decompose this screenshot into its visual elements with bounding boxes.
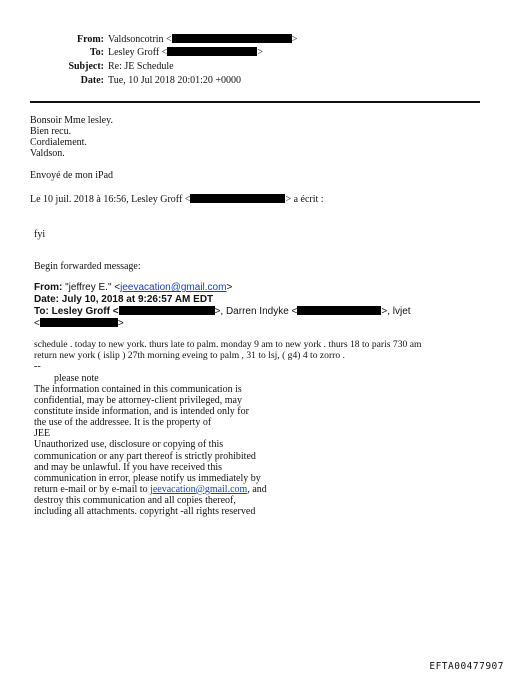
disclaimer-line: JEE [34,428,51,440]
header-to-label: To: [89,47,104,58]
fwd-to-label: To: [34,306,49,317]
reply-line: Cordialement. [30,137,87,149]
reply-line: Bonsoir Mme lesley. [30,115,113,126]
header-subject-label: Subject: [68,61,104,72]
header-date-label: Date: [80,75,104,86]
header-from-value [108,34,297,46]
header-divider [30,101,480,103]
fwd-from-name: "jeffrey E." < [62,282,121,293]
quote-prefix: Le 10 juil. 2018 à 16:56, Lesley Groff < [30,194,191,205]
header-subject-value: Re: JE Schedule [108,61,174,72]
notify-prefix: return e-mail or by e-mail to [34,483,151,495]
fwd-from-label: From: [34,282,63,293]
fwd-date-label: Date: [34,294,60,305]
please-note: please note [54,373,99,384]
header-date-value: Tue, 10 Jul 2018 20:01:20 +0000 [108,75,242,86]
reply-block [30,115,113,159]
disclaimer-line: destroy this communication and all copies thereof, [34,494,236,506]
header-from-name: Valdsoncotrin < [108,34,172,45]
redaction-box [172,34,292,43]
fwd-from-email-link[interactable]: jeevacation@gmail.com [120,282,227,293]
fwd-from-close: > [226,282,233,293]
fwd-to-mid: >, Darren Indyke < [214,306,298,317]
fwd-from-line [34,282,232,294]
fwd-to-line2-open: < [34,318,40,329]
quote-attribution [30,194,324,206]
disclaimer-line: and may be unlawful. If you have received this [34,461,222,473]
schedule-line-1: schedule . today to new york. thurs late to palm. monday 9 am to new york . thurs 18 to paris 730 am [34,339,422,350]
quote-suffix: > a écrit : [285,194,324,205]
disclaimer-line: Unauthorized use, disclosure or copying of this [34,439,224,451]
sent-from-line: Envoyé de mon iPad [30,170,114,181]
signature-dashes: -- [34,361,41,372]
header-from-label: From: [76,34,104,45]
fwd-date-line [34,294,213,306]
disclaimer-line: communication in error, please notify us immediately by [34,472,261,484]
disclaimer-line: constitute inside information, and is intended only for [34,406,249,418]
header-to-name: Lesley Groff < [108,47,168,58]
reply-line: Valdson. [30,148,65,160]
fwd-to-name: Lesley Groff < [48,306,119,317]
redaction-box [190,194,285,203]
schedule-line-2: return new york ( islip ) 27th morning eveing to palm , 31 to lsj, ( g4) 4 to zorro . [34,350,345,361]
redaction-box [167,47,257,56]
fwd-date-value: July 10, 2018 at 9:26:57 AM EDT [59,294,214,305]
disclaimer-line: The information contained in this communication is [34,384,242,395]
fwd-to-line2-close: > [117,318,124,329]
redaction-box [297,306,381,315]
header-to-close: > [257,47,263,58]
redaction-box [40,318,118,327]
fyi-text: fyi [34,229,46,240]
redaction-box [119,306,215,315]
fwd-to-end: >, lvjet [381,306,411,317]
notify-line [34,484,267,495]
disclaimer-line: including all attachments. copyright -all rights reserved [34,506,256,518]
bates-number: EFTA00477907 [429,661,504,672]
disclaimer-line: confidential, may be attorney-client privileged, may [34,395,242,407]
disclaimer-line: the use of the addressee. It is the property of [34,417,212,429]
notify-email-link[interactable]: jeevacation@gmail.com [150,483,248,495]
notify-suffix: , and [247,483,267,495]
header-to-value [108,47,263,59]
fwd-to-line2 [34,318,124,330]
reply-line: Bien recu. [30,126,72,138]
forwarded-label: Begin forwarded message: [34,261,141,272]
disclaimer-line: communication or any part thereof is strictly prohibited [34,450,256,462]
disclaimer-block [34,384,267,517]
header-from-close: > [291,34,298,45]
fwd-to-line [34,306,411,318]
